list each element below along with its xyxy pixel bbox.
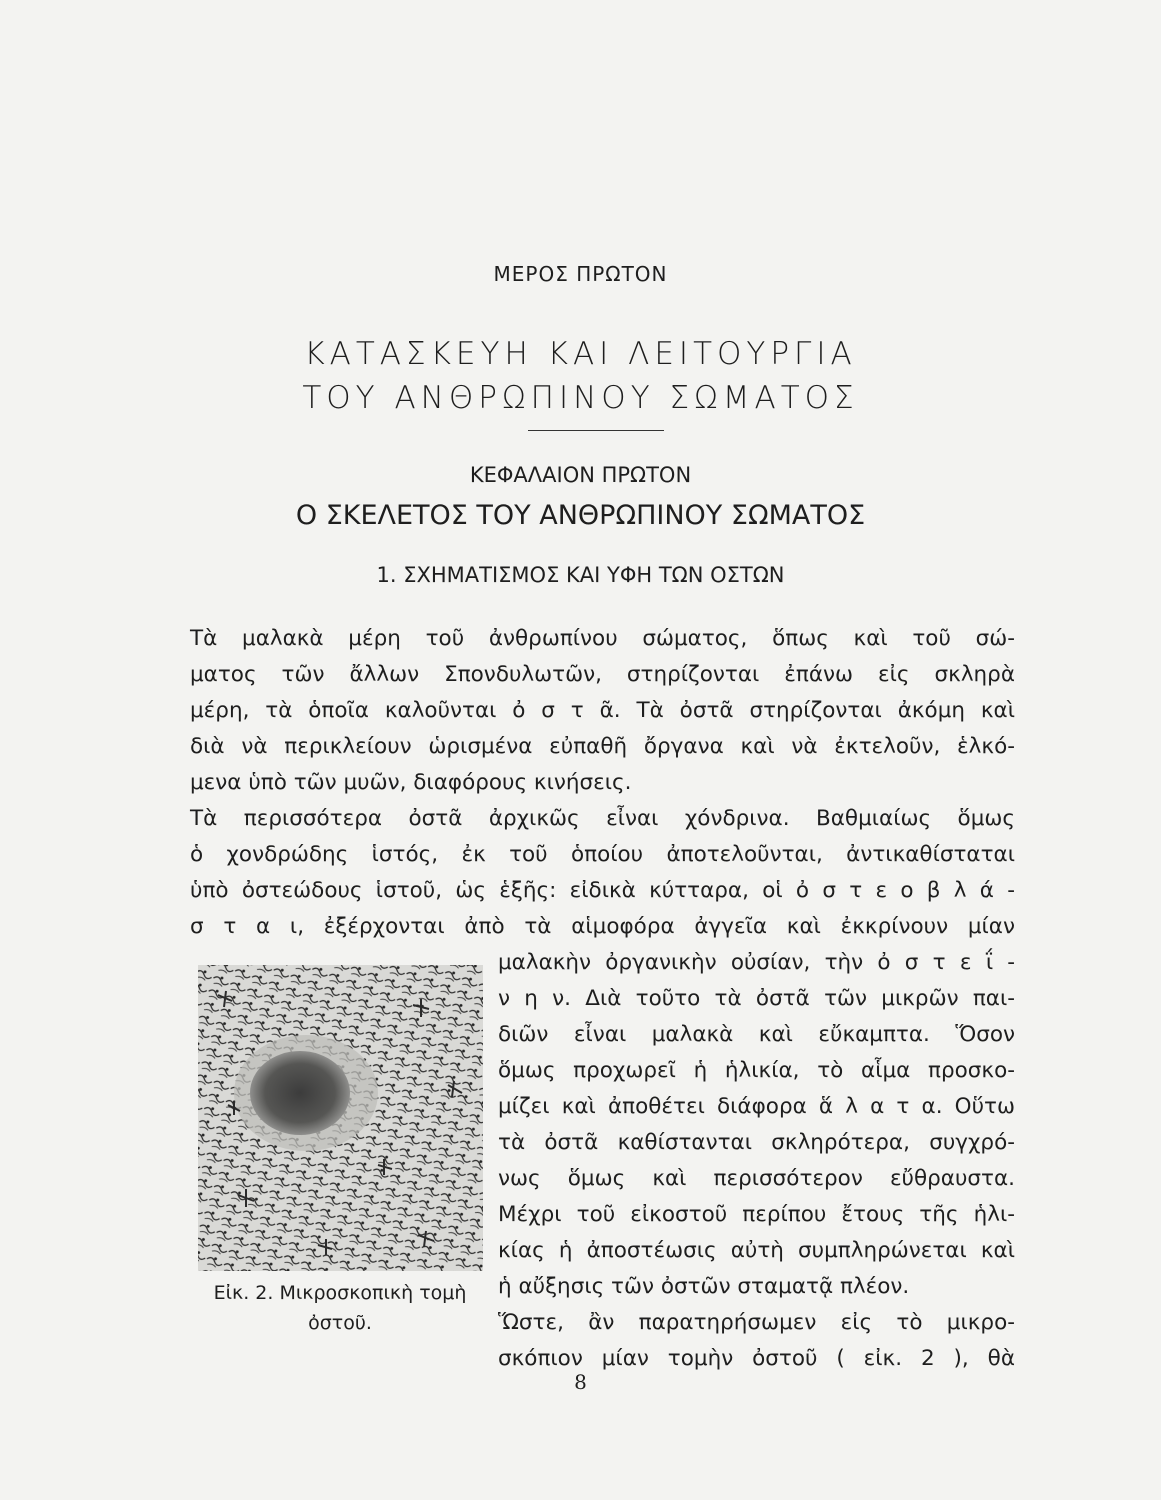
body-line: ν η ν. Διὰ τοῦτο τὰ ὀστᾶ τῶν μικρῶν παι- (498, 986, 1015, 1011)
body-line: Τὰ περισσότερα ὀστᾶ ἀρχικῶς εἶναι χόνδρινα. Βαθμιαίως ὅμως (190, 806, 1015, 831)
body-line: τὰ ὀστᾶ καθίστανται σκληρότερα, συγχρό- (498, 1130, 1015, 1155)
bone-section-illustration (198, 965, 483, 1271)
body-line: Τὰ μαλακὰ μέρη τοῦ ἀνθρωπίνου σώματος, ὅπως καὶ τοῦ σώ- (190, 626, 1015, 651)
book-title-line-1: ΚΑΤΑΣΚΕΥΗ ΚΑΙ ΛΕΙΤΟΥΡΓΙΑ (304, 336, 857, 372)
body-line: ὁ χονδρώδης ἱστός, ἐκ τοῦ ὁποίου ἀποτελοῦνται, ἀντικαθίσταται (190, 842, 1015, 867)
figure-caption: Εἰκ. 2. Μικροσκοπικὴ τομὴ (213, 1282, 467, 1304)
section-heading: 1. ΣΧΗΜΑΤΙΣΜΟΣ ΚΑΙ ΥΦΗ ΤΩΝ ΟΣΤΩΝ (376, 563, 785, 587)
body-line: Μέχρι τοῦ εἰκοστοῦ περίπου ἔτους τῆς ἡλι- (498, 1202, 1015, 1227)
body-line: ὑπὸ ὀστεώδους ἱστοῦ, ὡς ἑξῆς: εἰδικὰ κύτταρα, οἱ ὀ σ τ ε ο β λ ά - (190, 878, 1015, 903)
part-heading: ΜΕΡΟΣ ΠΡΩΤΟΝ (493, 262, 668, 286)
body-line: κίας ἡ ἀποστέωσις αὐτὴ συμπληρώνεται καὶ (498, 1238, 1015, 1263)
book-title-line-2: ΤΟΥ ΑΝΘΡΩΠΙΝΟΥ ΣΩΜΑΤΟΣ (302, 380, 859, 416)
body-line: ματος τῶν ἄλλων Σπονδυλωτῶν, στηρίζονται ἐπάνω εἰς σκληρὰ (190, 662, 1015, 687)
body-line: διὰ νὰ περικλείουν ὡρισμένα εὐπαθῆ ὄργανα καὶ νὰ ἐκτελοῦν, ἑλκό- (190, 734, 1015, 759)
body-line: ἡ αὔξησις τῶν ὀστῶν σταματᾷ πλέον. (498, 1274, 910, 1299)
page-number: 8 (574, 1370, 587, 1394)
body-line: σ τ α ι, ἐξέρχονται ἀπὸ τὰ αἱμοφόρα ἀγγεῖα καὶ ἐκκρίνουν μίαν (190, 914, 1015, 939)
body-line: μέρη, τὰ ὁποῖα καλοῦνται ὀ σ τ ᾶ. Τὰ ὀστᾶ στηρίζονται ἀκόμη καὶ (190, 698, 1015, 723)
figure-caption-continued: ὀστοῦ. (308, 1312, 372, 1334)
body-line: μενα ὑπὸ τῶν μυῶν, διαφόρους κινήσεις. (190, 770, 632, 795)
body-line: ὅμως προχωρεῖ ἡ ἡλικία, τὸ αἷμα προσκο- (498, 1058, 1015, 1083)
chapter-title: Ο ΣΚΕΛΕΤΟΣ ΤΟΥ ΑΝΘΡΩΠΙΝΟΥ ΣΩΜΑΤΟΣ (295, 500, 866, 531)
body-line: νως ὅμως καὶ περισσότερον εὔθραυστα. (498, 1166, 1015, 1191)
bone-section-figure (198, 965, 483, 1271)
title-divider (528, 430, 664, 431)
body-line: Ὥστε, ἂν παρατηρήσωμεν εἰς τὸ μικρο- (498, 1310, 1015, 1335)
body-line: μαλακὴν ὀργανικὴν οὐσίαν, τὴν ὀ σ τ ε ΐ - (498, 950, 1015, 975)
body-line: σκόπιον μίαν τομὴν ὀστοῦ ( εἰκ. 2 ), θὰ (498, 1346, 1015, 1371)
body-line: διῶν εἶναι μαλακὰ καὶ εὔκαμπτα. Ὅσον (498, 1022, 1015, 1047)
chapter-label: ΚΕΦΑΛΑΙΟΝ ΠΡΩΤΟΝ (469, 463, 692, 487)
body-line: μίζει καὶ ἀποθέτει διάφορα ἅ λ α τ α. Οὕτω (498, 1094, 1015, 1119)
